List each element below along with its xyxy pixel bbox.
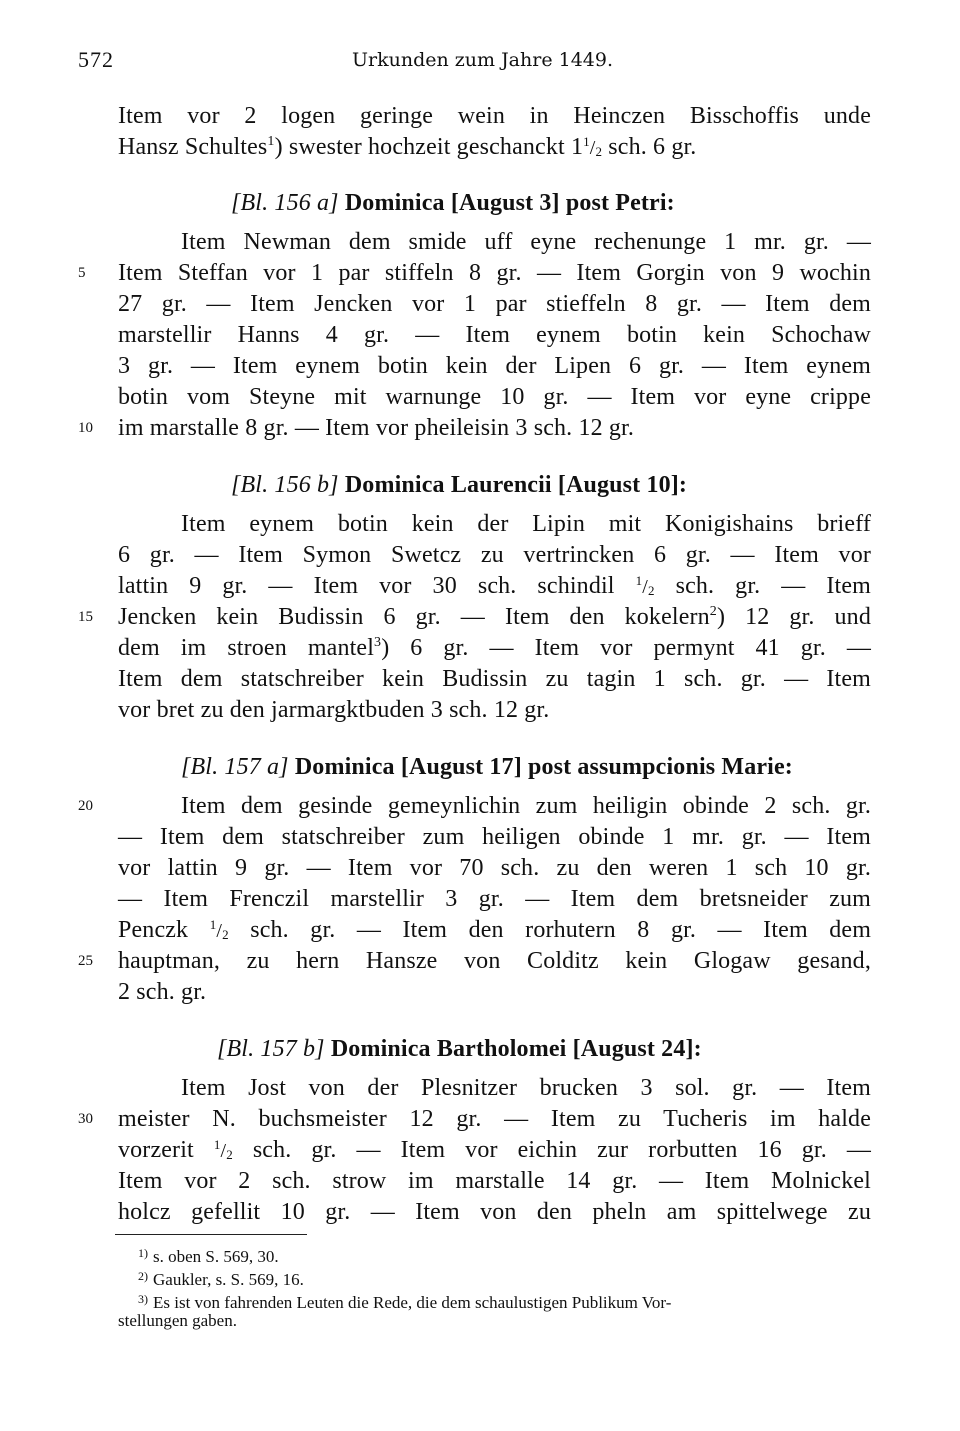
folio-reference: [Bl. 157 b] xyxy=(217,1036,325,1062)
text-line: vor lattin 9 gr. — Item vor 70 sch. zu den weren 1 sch 10 gr. xyxy=(118,855,871,881)
text-line: Item dem gesinde gemeynlichin zum heiligin obinde 2 sch. gr. xyxy=(181,793,871,819)
line-number: 25 xyxy=(78,953,93,969)
text-line: Item Jost von der Plesnitzer brucken 3 sol. gr. — Item xyxy=(181,1075,871,1101)
footnote-mark: 3) xyxy=(138,1292,148,1306)
section-heading xyxy=(231,469,871,501)
text-line: 27 gr. — Item Jencken vor 1 par stieffeln 8 gr. — Item dem xyxy=(118,291,871,317)
section-heading xyxy=(217,1033,871,1065)
text-line: Item dem statschreiber kein Budissin zu tagin 1 sch. gr. — Item xyxy=(118,666,871,692)
text-line: Item vor 2 logen geringe wein in Heinczen Bisschoffis unde xyxy=(118,103,871,129)
line-number: 30 xyxy=(78,1111,93,1127)
line-number: 5 xyxy=(78,265,86,281)
fraction: $^1/_2$ xyxy=(209,917,229,942)
text-line: marstellir Hanns 4 gr. — Item eynem botin kein Schochaw xyxy=(118,322,871,348)
footnote-ref: 2 xyxy=(709,604,717,619)
section-title: Dominica Bartholomei [August 24]: xyxy=(330,1036,702,1062)
text-line: Jencken kein Budissin 6 gr. — Item den kokelern$^2$) 12 gr. und xyxy=(118,604,871,630)
text-line: — Item dem statschreiber zum heiligen obinde 1 mr. gr. — Item xyxy=(118,824,871,850)
section-title: Dominica [August 17] post assumpcionis Marie: xyxy=(294,754,793,780)
text-line: dem im stroen mantel$^3$) 6 gr. — Item vor permynt 41 gr. — xyxy=(118,635,871,661)
footnote-ref: 3 xyxy=(374,635,382,650)
footnote-text: s. oben S. 569, 30. xyxy=(153,1247,279,1266)
footnote-mark: 1) xyxy=(138,1246,148,1260)
text-line: hauptman, zu hern Hansze von Colditz kein Glogaw gesand, xyxy=(118,948,871,974)
footnote-mark: 2) xyxy=(138,1269,148,1283)
folio-reference: [Bl. 156 b] xyxy=(231,472,339,498)
fraction: $^1/_2$ xyxy=(583,134,603,159)
text-line: vor bret zu den jarmargktbuden 3 sch. 12 gr. xyxy=(118,697,550,723)
footnote-text: Gaukler, s. S. 569, 16. xyxy=(153,1270,304,1289)
section-title: Dominica Laurencii [August 10]: xyxy=(344,472,688,498)
text-line: Item Steffan vor 1 par stiffeln 8 gr. — Item Gorgin von 9 wochin xyxy=(118,260,871,286)
text-line: lattin 9 gr. — Item vor 30 sch. schindil $^1/_2$ sch. gr. — Item xyxy=(118,573,871,599)
fraction: $^1/_2$ xyxy=(635,573,655,598)
text-line: im marstalle 8 gr. — Item vor pheileisin 3 sch. 12 gr. xyxy=(118,415,635,441)
running-title: Urkunden zum Jahre 1449. xyxy=(352,49,614,71)
footnote-divider xyxy=(115,1234,307,1235)
section-heading xyxy=(181,751,871,783)
folio-reference: [Bl. 157 a] xyxy=(181,754,289,780)
text-line: 6 gr. — Item Symon Swetcz zu vertrincken 6 gr. — Item vor xyxy=(118,542,871,568)
text-line: Item eynem botin kein der Lipin mit Konigishains brieff xyxy=(181,511,871,537)
footnote-text: Es ist von fahrenden Leuten die Rede, die dem schaulustigen Publikum Vor- xyxy=(153,1293,672,1312)
section-heading xyxy=(231,187,871,219)
text-line: vorzerit $^1/_2$ sch. gr. — Item vor eichin zur rorbutten 16 gr. — xyxy=(118,1137,871,1163)
text-line: Hansz Schultes$^1$) swester hochzeit geschanckt $1^1/_2$ sch. 6 gr. xyxy=(118,134,697,160)
text-line: meister N. buchsmeister 12 gr. — Item zu Tucheris im halde xyxy=(118,1106,871,1132)
section-title: Dominica [August 3] post Petri: xyxy=(344,190,675,216)
folio-reference: [Bl. 156 a] xyxy=(231,190,339,216)
line-number: 10 xyxy=(78,420,93,436)
text-line: botin vom Steyne mit warnunge 10 gr. — Item vor eyne crippe xyxy=(118,384,871,410)
text-line: Penczk $^1/_2$ sch. gr. — Item den rorhutern 8 gr. — Item dem xyxy=(118,917,872,943)
line-number: 15 xyxy=(78,609,93,625)
text-line: — Item Frenczil marstellir 3 gr. — Item dem bretsneider zum xyxy=(118,886,871,912)
line-number: 20 xyxy=(78,798,93,814)
footnote-continuation: stellungen gaben. xyxy=(118,1311,237,1330)
footnote-ref: 1 xyxy=(267,134,275,149)
text-line: Item vor 2 sch. strow im marstalle 14 gr. — Item Molnickel xyxy=(118,1168,871,1194)
page-header xyxy=(0,44,960,84)
text-line: holcz gefellit 10 gr. — Item von den pheln am spittelwege zu xyxy=(118,1199,871,1225)
page-number: 572 xyxy=(78,47,114,72)
fraction: $^1/_2$ xyxy=(213,1137,233,1162)
text-line: Item Newman dem smide uff eyne rechenunge 1 mr. gr. — xyxy=(181,229,871,255)
text-line: 3 gr. — Item eynem botin kein der Lipen 6 gr. — Item eynem xyxy=(118,353,871,379)
text-line: 2 sch. gr. xyxy=(118,979,207,1005)
